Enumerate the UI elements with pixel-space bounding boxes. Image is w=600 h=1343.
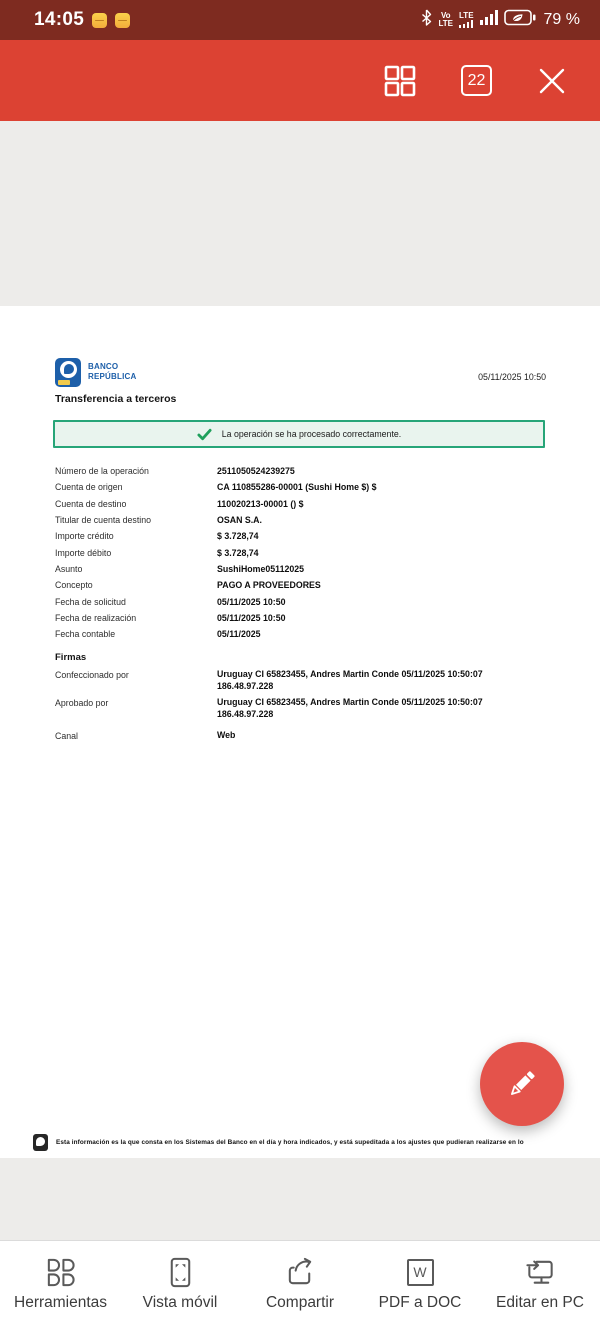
document-date: 05/11/2025 10:50: [478, 372, 546, 382]
close-icon: [536, 65, 568, 97]
checkmark-icon: [197, 428, 212, 441]
edit-on-pc-label: Editar en PC: [496, 1294, 584, 1311]
field-row: Importe crédito $ 3.728,74: [55, 531, 259, 542]
field-row: Cuenta de origen CA 110855286-00001 (Sushi Home $) $: [55, 482, 377, 493]
edit-on-pc-icon: [524, 1254, 557, 1290]
page-count-label: 22: [467, 71, 486, 89]
share-button[interactable]: [240, 1241, 360, 1343]
signal-bars-icon: [480, 10, 498, 30]
transfer-details-table: [55, 463, 560, 642]
field-row: Fecha de solicitud 05/11/2025 10:50: [55, 596, 286, 607]
page-count-button[interactable]: [461, 65, 492, 96]
field-row: Titular de cuenta destino OSAN S.A.: [55, 515, 262, 526]
pdf-to-doc-icon: W: [407, 1254, 434, 1290]
field-row: Número de la operación 2511050524239275: [55, 466, 295, 477]
disclaimer-text: Esta información es la que consta en los Sistemas del Banco en el día y hora indicados, y está supeditada a los ajustes que pudieran realizarse en lo: [56, 1138, 524, 1146]
field-row: Asunto SushiHome05112025: [55, 563, 305, 574]
clock: 14:05: [34, 9, 85, 30]
mobile-view-label: Vista móvil: [142, 1294, 218, 1311]
bluetooth-icon: [420, 9, 433, 31]
battery-eco-icon: [504, 9, 536, 31]
signatures-table: [55, 669, 560, 747]
notification-icon: [92, 13, 107, 28]
bank-logo-icon: [55, 358, 81, 387]
signatures-heading: Firmas: [55, 652, 87, 663]
field-row: Importe débito $ 3.728,74: [55, 547, 259, 558]
field-row: Fecha de realización 05/11/2025 10:50: [55, 612, 286, 623]
field-row: Fecha contable 05/11/2025: [55, 629, 261, 640]
thumbnail-grid-button[interactable]: [383, 64, 417, 98]
app-toolbar: [0, 40, 600, 121]
close-button[interactable]: [536, 65, 568, 97]
volte-indicator: Vo LTE: [438, 11, 454, 28]
pdf-to-doc-label: PDF a DOC: [378, 1294, 462, 1311]
status-left: [34, 9, 130, 31]
status-bar: [0, 0, 600, 40]
notification-icon: [115, 13, 130, 28]
bank-logo-small-icon: [33, 1134, 48, 1151]
signature-row: Confeccionado por Uruguay CI 65823455, Andres Martin Conde 05/11/2025 10:50:07 186.48.97.228: [55, 669, 483, 691]
pdf-to-doc-button[interactable]: [360, 1241, 480, 1343]
success-banner: [53, 420, 545, 448]
battery-percent: 79 %: [543, 11, 580, 28]
channel-row: Canal Web: [55, 730, 236, 741]
mobile-view-button[interactable]: [120, 1241, 240, 1343]
share-label: Compartir: [265, 1294, 335, 1311]
field-row: Concepto PAGO A PROVEEDORES: [55, 580, 321, 591]
status-right: [420, 9, 581, 31]
tools-grid-icon: [44, 1254, 77, 1290]
pencil-icon: [503, 1065, 541, 1103]
bank-logo-text: BANCO REPÚBLICA: [88, 362, 137, 381]
lte-indicator: LTE: [459, 12, 474, 28]
edit-on-pc-button[interactable]: [480, 1241, 600, 1343]
tools-label: Herramientas: [14, 1294, 108, 1311]
pdf-page[interactable]: [0, 306, 600, 1158]
document-title: Transferencia a terceros: [55, 393, 177, 405]
footer-disclaimer: [33, 1130, 588, 1154]
mobile-view-icon: [164, 1254, 197, 1290]
bottom-toolbar: [0, 1240, 600, 1343]
edit-fab-button[interactable]: [480, 1042, 564, 1126]
share-icon: [284, 1254, 317, 1290]
tools-button[interactable]: [0, 1241, 120, 1343]
success-message: La operación se ha procesado correctamente.: [221, 429, 402, 439]
grid-icon: [383, 64, 417, 98]
field-row: Cuenta de destino 110020213-00001 () $: [55, 498, 304, 509]
pdf-viewer-canvas[interactable]: [0, 121, 600, 1240]
signature-row: Aprobado por Uruguay CI 65823455, Andres Martin Conde 05/11/2025 10:50:07 186.48.97.228: [55, 697, 483, 719]
signal-small-icon: [459, 20, 473, 28]
